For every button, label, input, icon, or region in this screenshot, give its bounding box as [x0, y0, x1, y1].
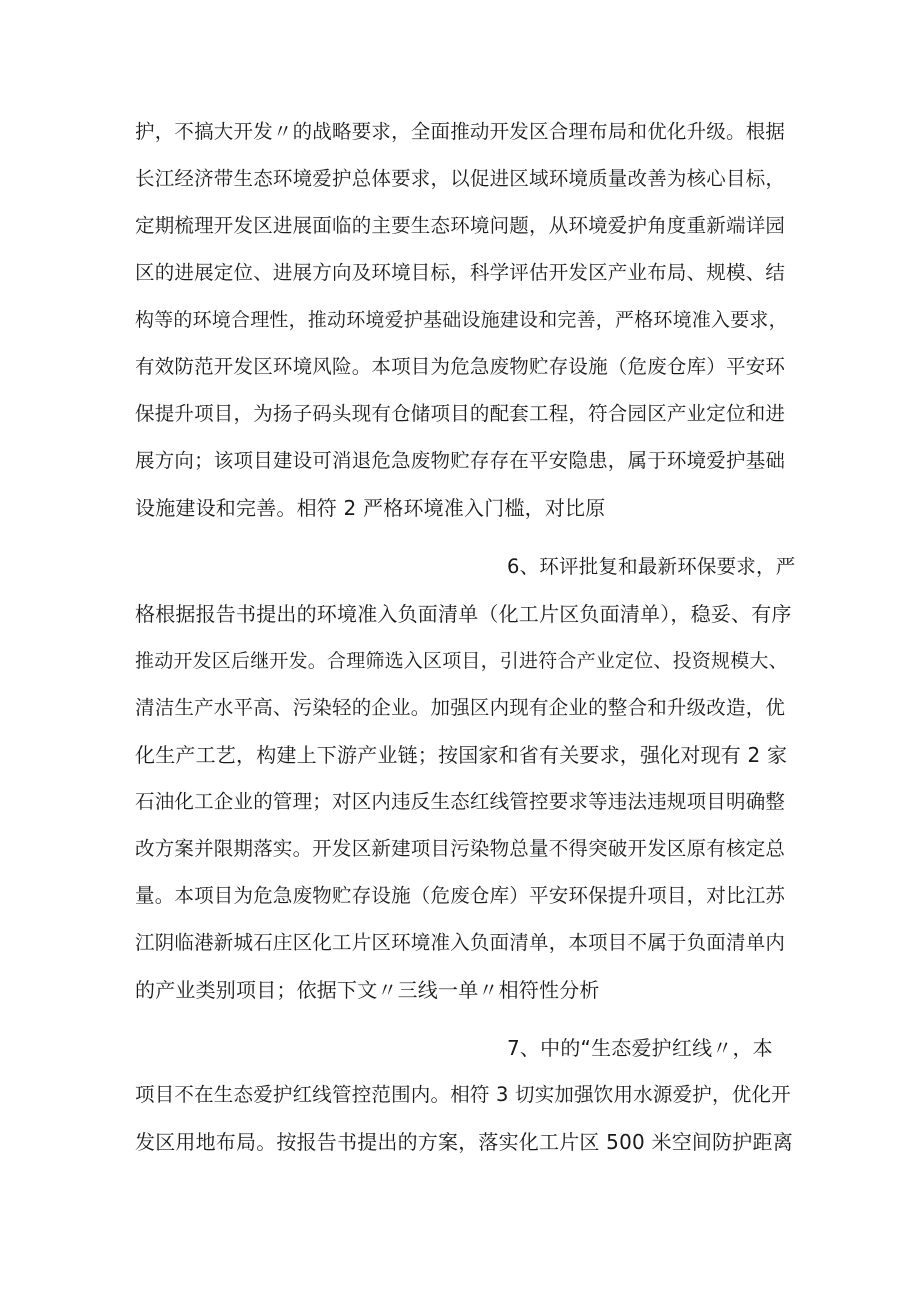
text-line: 发区用地布局。按报告书提出的方案，落实化工片区 500 米空间防护距离	[135, 1130, 793, 1154]
text-line: 有效防范开发区环境风险。本项目为危急废物贮存设施（危废仓库）平安环	[135, 355, 786, 378]
text-line: 清洁生产水平高、污染轻的企业。加强区内现有企业的整合和升级改造，优	[135, 696, 786, 719]
text-line: 长江经济带生态环境爱护总体要求，以促进区域环境质量改善为核心目标，	[135, 167, 786, 190]
text-line: 7、中的“生态爱护红线〃，本	[507, 1036, 773, 1060]
text-line: 化生产工艺，构建上下游产业链；按国家和省有关要求，强化对现有 2 家	[135, 743, 788, 767]
text-line: 江阴临港新城石庄区化工片区环境准入负面清单，本项目不属于负面清单内	[135, 931, 786, 954]
text-line: 6、环评批复和最新环保要求，严	[507, 555, 796, 578]
text-line: 展方向；该项目建设可消退危急废物贮存存在平安隐患，属于环境爱护基础	[135, 449, 786, 472]
text-line: 的产业类别项目；依据下文〃三线一单〃相符性分析	[135, 978, 600, 1002]
text-line: 保提升项目，为扬子码头现有仓储项目的配套工程，符合园区产业定位和进	[135, 402, 786, 425]
text-line: 格根据报告书提出的环境准入负面清单（化工片区负面清单），稳妥、有序	[135, 602, 792, 626]
text-line: 改方案并限期落实。开发区新建项目污染物总量不得突破开发区原有核定总	[135, 837, 786, 860]
text-line: 构等的环境合理性，推动环境爱护基础设施建设和完善，严格环境准入要求，	[135, 309, 788, 331]
text-line: 量。本项目为危急废物贮存设施（危废仓库）平安环保提升项目，对比江苏	[135, 884, 786, 907]
text-line: 石油化工企业的管理；对区内违反生态红线管控要求等违法违规项目明确整	[135, 790, 786, 813]
text-line: 设施建设和完善。相符 2 严格环境准入门槛，对比原	[135, 496, 606, 520]
text-line: 定期梳理开发区进展面临的主要生态环境问题，从环境爱护角度重新端详园	[135, 214, 786, 237]
text-line: 项目不在生态爱护红线管控范围内。相符 3 切实加强饮用水源爱护，优化开	[135, 1083, 791, 1106]
text-line: 护，不搞大开发〃的战略要求，全面推动开发区合理布局和优化升级。根据	[135, 120, 786, 143]
text-line: 推动开发区后继开发。合理筛选入区项目，引进符合产业定位、投资规模大、	[135, 650, 788, 672]
text-line: 区的进展定位、进展方向及环境目标，科学评估开发区产业布局、规模、结	[135, 261, 786, 284]
